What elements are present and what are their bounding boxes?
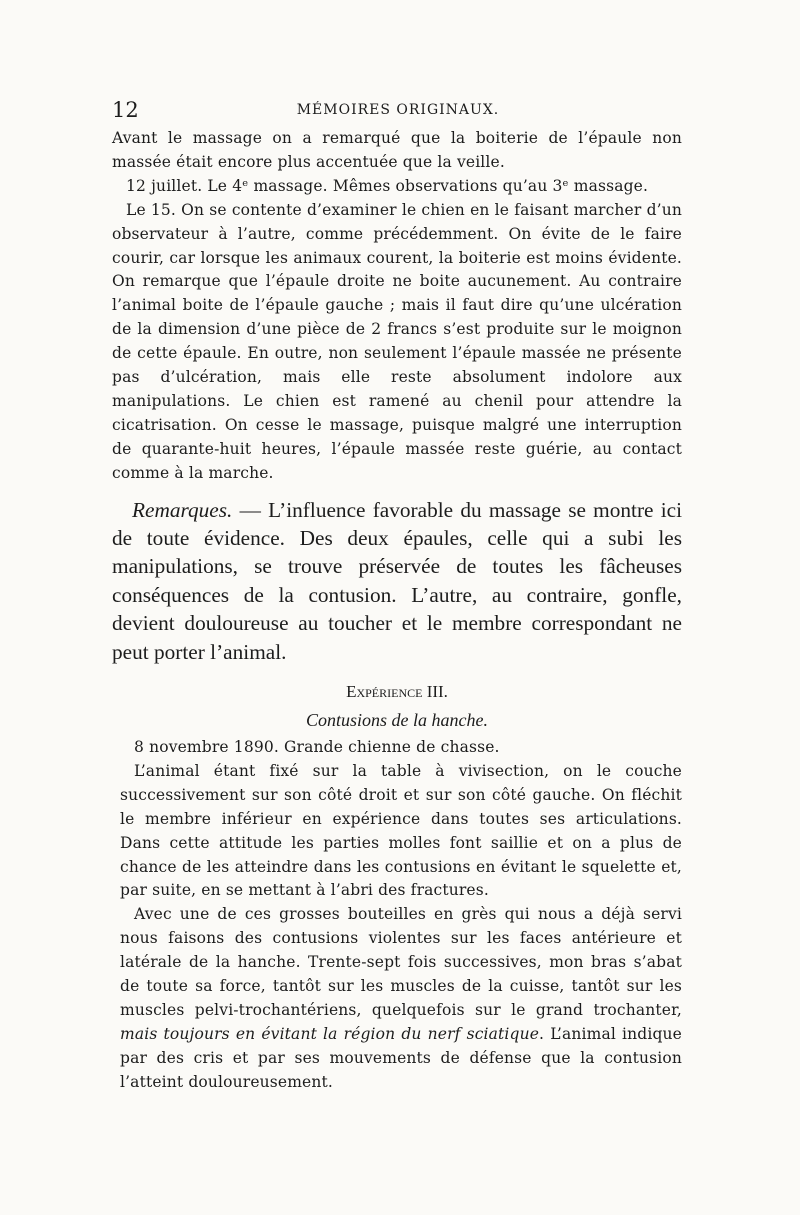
experience-subtitle: Contusions de la hanche.: [306, 710, 488, 731]
contusions-italic: mais toujours en évitant la région du nerf sciatique: [120, 1024, 540, 1043]
paragraph-contusions: [120, 903, 682, 1094]
paragraph-day-15: Le 15. On se contente d’examiner le chien en le faisant marcher d’un observateur à l’autre, comme précédemment. On évite de le faire courir, car lorsque les animaux courent, la boiterie est moins évidente. On remarque que l’épaule droite ne boite aucunement. Au contraire l’animal boite de l’épaule gauche ; mais il faut dire qu’une ulcération de la dimension d’une pièce de 2 francs s’est produite sur le moignon de cette épaule. En outre, non seulement l’épaule massée ne présente pas d’ulcération, mais elle reste absolument indolore aux manipulations. Le chien est ramené au chenil pour attendre la cicatrisation. On cesse le massage, puisque malgré une interruption de quarante-huit heures, l’épaule massée reste guérie, au contact comme à la marche.: [112, 200, 682, 482]
remarks-text: — L’influence favorable du massage se montre ici de toute évidence. Des deux épaules, celle qui a subi les manipulations, se trouve préservée de toutes les fâcheuses conséquences de la contusion. L’autre, au contraire, gonfle, devient douloureuse au toucher et le membre correspondant ne peut porter l’animal.: [112, 497, 682, 664]
remarks-paragraph: [112, 496, 682, 666]
experience-title-text: Expérience III.: [346, 682, 448, 702]
paragraph-nov-8: 8 novembre 1890. Grande chienne de chasse.: [134, 738, 500, 757]
paragraph-setup: L’animal étant fixé sur la table à vivisection, on le couche successivement sur son côté droit et sur son côté gauche. On fléchit le membre inférieur en expérience dans toutes ses articulations. Dans cette attitude les parties molles font saillie et on a plus de chance de les atteindre dans les contusions en évitant le squelette et, par suite, en se mettant à l’abri des fractures.: [120, 761, 682, 900]
contusions-text-end: . L’animal indique par des cris et par ses mouvements de défense que la contusion l’atteint douloureusement.: [120, 1024, 682, 1091]
section-experience-3: [120, 736, 682, 1095]
paragraph-july-12: 12 juillet. Le 4ᵉ massage. Mêmes observations qu’au 3ᵉ massage.: [126, 176, 649, 195]
section-observations: [112, 127, 682, 486]
page-body: [112, 127, 682, 1095]
page-header: [112, 98, 684, 122]
paragraph-before-massage: Avant le massage on a remarqué que la boiterie de l’épaule non massée était encore plus accentuée que la veille.: [112, 129, 682, 171]
experience-title: [112, 678, 682, 706]
contusions-text-start: Avec une de ces grosses bouteilles en grès qui nous a déjà servi nous faisons des contusions violentes sur les faces antérieure et latérale de la hanche. Trente-sept fois successives, mon bras s’abat de toute sa force, tantôt sur les muscles de la cuisse, tantôt sur les muscles pelvi-trochantériens, quelquefois sur le grand trochanter,: [120, 905, 682, 1019]
remarks-label: Remarques.: [132, 497, 233, 522]
running-head: MÉMOIRES ORIGINAUX.: [296, 102, 500, 118]
page-number: 12: [112, 98, 139, 122]
